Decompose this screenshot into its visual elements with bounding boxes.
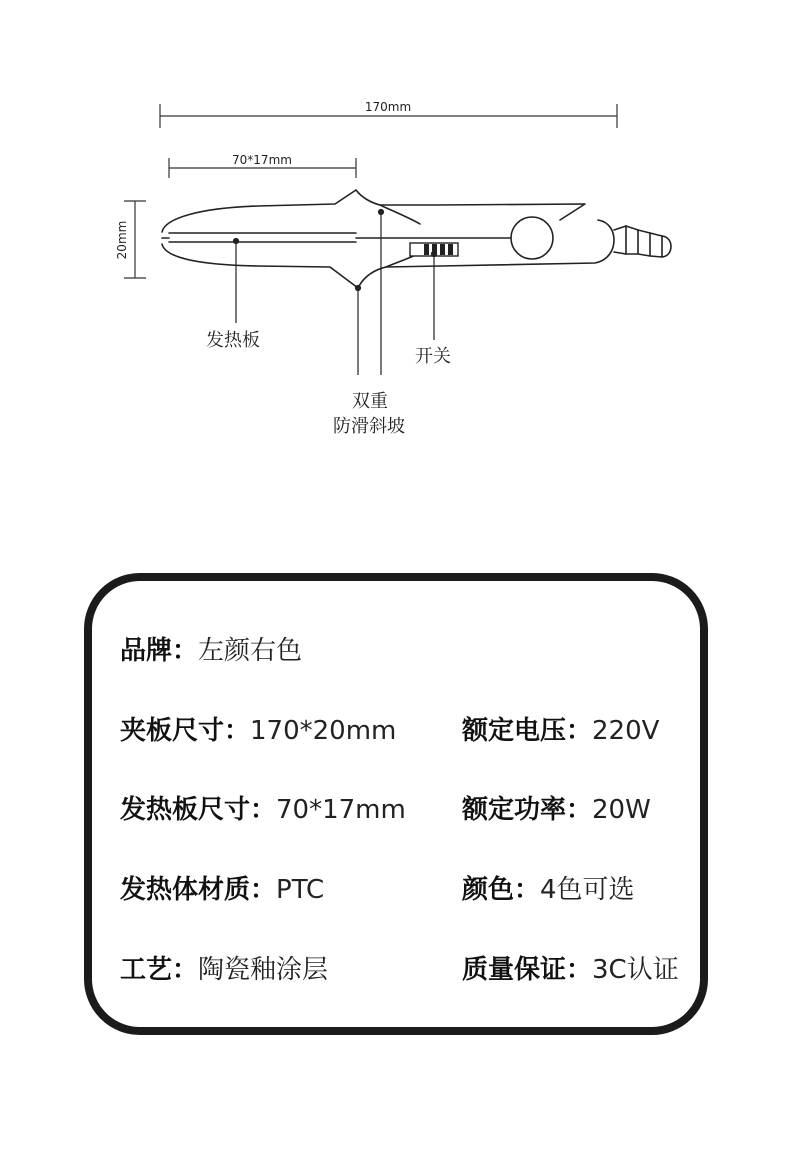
spec-process xyxy=(120,954,328,986)
spec-plate-size-label: 发热板尺寸： xyxy=(120,795,277,825)
anti-slip-callout-line2: 防滑斜坡 xyxy=(333,416,405,437)
spec-brand-label: 品牌： xyxy=(120,636,199,666)
spec-clip-size-value: 170*20mm xyxy=(250,716,397,746)
spec-clip-size xyxy=(120,715,396,747)
spec-material-value: PTC xyxy=(276,875,325,905)
spec-plate-size xyxy=(120,794,406,826)
spec-color-value: 4色可选 xyxy=(540,875,635,905)
spec-brand-value: 左颜右色 xyxy=(198,636,303,666)
heating-plate-callout: 发热板 xyxy=(206,330,260,351)
spec-card xyxy=(84,573,708,1035)
spec-plate-size-value: 70*17mm xyxy=(276,795,406,825)
spec-color-label: 颜色： xyxy=(462,875,541,905)
anti-slip-callout-line1: 双重 xyxy=(352,391,388,412)
spec-material xyxy=(120,874,324,906)
spec-brand xyxy=(120,635,302,667)
spec-quality xyxy=(462,954,679,986)
spec-voltage xyxy=(462,715,659,747)
spec-process-value: 陶瓷釉涂层 xyxy=(198,955,329,985)
spec-clip-size-label: 夹板尺寸： xyxy=(120,716,251,746)
spec-voltage-value: 220V xyxy=(592,716,660,746)
height-label: 20mm xyxy=(115,220,129,260)
spec-color xyxy=(462,874,635,906)
spec-quality-value: 3C认证 xyxy=(592,955,679,985)
spec-quality-label: 质量保证： xyxy=(462,955,593,985)
spec-power-value: 20W xyxy=(592,795,651,825)
length-label: 170mm xyxy=(364,100,412,114)
spec-power xyxy=(462,794,651,826)
plate-size-label: 70*17mm xyxy=(232,153,292,167)
switch-callout: 开关 xyxy=(415,346,451,367)
hair-straightener-diagram xyxy=(0,0,790,520)
spec-process-label: 工艺： xyxy=(120,955,199,985)
callout-leaders xyxy=(234,210,437,376)
spec-material-label: 发热体材质： xyxy=(120,875,277,905)
spec-power-label: 额定功率： xyxy=(462,795,593,825)
spec-voltage-label: 额定电压： xyxy=(462,716,593,746)
